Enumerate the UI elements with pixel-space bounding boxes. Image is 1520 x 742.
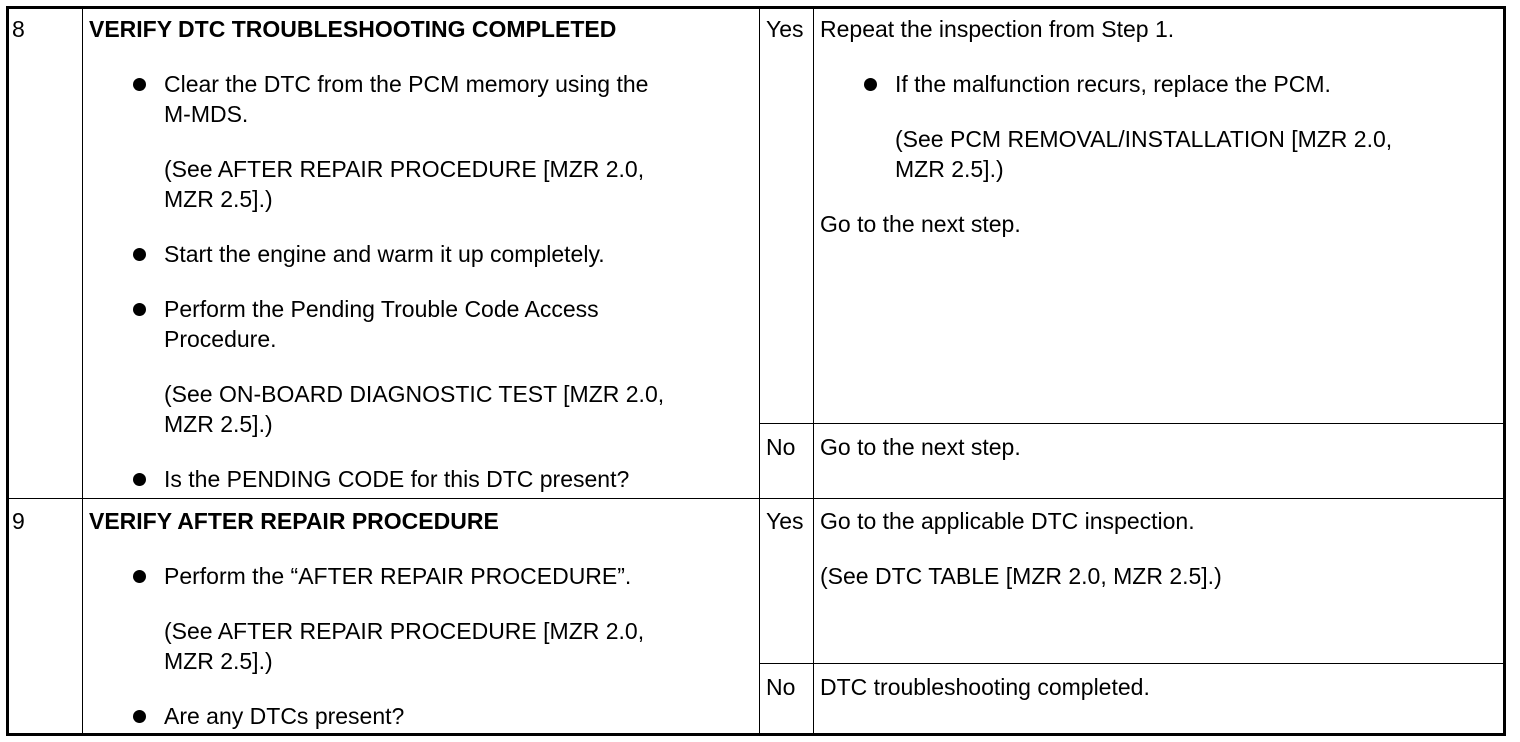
step-8-title: VERIFY DTC TROUBLESHOOTING COMPLETED [89, 16, 617, 42]
row-8-yes-no-divider [759, 423, 1504, 424]
step-9-instruction-after-repair: Perform the “AFTER REPAIR PROCEDURE”. [164, 563, 632, 589]
step-8-yes-label: Yes [766, 16, 804, 42]
step-8-reference-after-repair-cont: MZR 2.5].) [164, 186, 273, 212]
step-9-question: Are any DTCs present? [164, 703, 405, 729]
step-number-8: 8 [12, 16, 25, 42]
bullet-icon [133, 248, 146, 261]
step-8-instruction-clear-dtc-cont: M-MDS. [164, 101, 249, 127]
step-8-yes-reference-cont: MZR 2.5].) [895, 156, 1004, 182]
step-9-title: VERIFY AFTER REPAIR PROCEDURE [89, 508, 499, 534]
step-8-yes-bullet: If the malfunction recurs, replace the PCM. [895, 71, 1331, 97]
step-8-instruction-start-engine: Start the engine and warm it up completely. [164, 241, 605, 267]
step-9-yes-label: Yes [766, 508, 804, 534]
step-9-yes-reference: (See DTC TABLE [MZR 2.0, MZR 2.5].) [820, 563, 1222, 589]
step-9-reference-after-repair-cont: MZR 2.5].) [164, 648, 273, 674]
bullet-icon [133, 78, 146, 91]
bullet-icon [133, 570, 146, 583]
step-9-no-label: No [766, 674, 796, 700]
step-8-instruction-pending-code: Perform the Pending Trouble Code Access [164, 296, 599, 322]
column-divider-step [82, 8, 83, 734]
row-divider-8-9 [8, 498, 1504, 499]
step-8-no-label: No [766, 434, 796, 460]
step-9-no-action: DTC troubleshooting completed. [820, 674, 1150, 700]
bullet-icon [133, 473, 146, 486]
step-8-reference-onboard-test-cont: MZR 2.5].) [164, 411, 273, 437]
step-8-yes-action: Repeat the inspection from Step 1. [820, 16, 1175, 42]
step-8-instruction-pending-code-cont: Procedure. [164, 326, 277, 352]
bullet-icon [133, 710, 146, 723]
step-9-yes-action: Go to the applicable DTC inspection. [820, 508, 1195, 534]
step-8-instruction-clear-dtc: Clear the DTC from the PCM memory using the [164, 71, 649, 97]
step-8-no-action: Go to the next step. [820, 434, 1021, 460]
bullet-icon [133, 303, 146, 316]
step-8-question: Is the PENDING CODE for this DTC present? [164, 466, 630, 492]
step-8-reference-after-repair: (See AFTER REPAIR PROCEDURE [MZR 2.0, [164, 156, 645, 182]
row-9-yes-no-divider [759, 663, 1504, 664]
step-8-yes-next-step: Go to the next step. [820, 211, 1021, 237]
bullet-icon [864, 78, 877, 91]
step-8-reference-onboard-test: (See ON-BOARD DIAGNOSTIC TEST [MZR 2.0, [164, 381, 665, 407]
column-divider-action [759, 8, 760, 734]
step-8-yes-reference: (See PCM REMOVAL/INSTALLATION [MZR 2.0, [895, 126, 1393, 152]
step-number-9: 9 [12, 508, 25, 534]
step-9-reference-after-repair: (See AFTER REPAIR PROCEDURE [MZR 2.0, [164, 618, 645, 644]
column-divider-result [813, 8, 814, 734]
